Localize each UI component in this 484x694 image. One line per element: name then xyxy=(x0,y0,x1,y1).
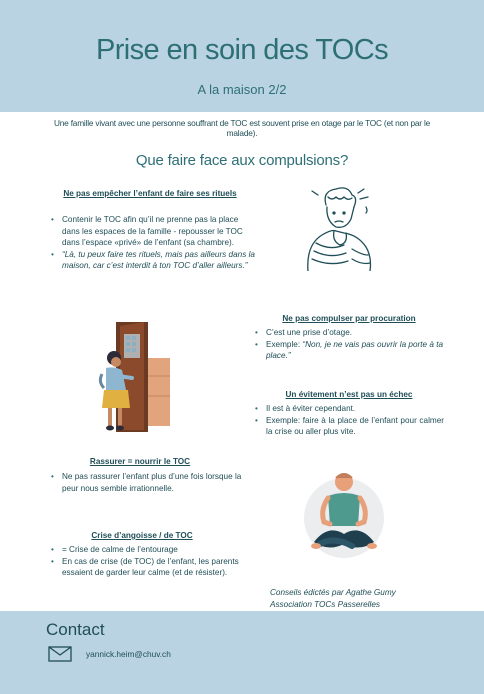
list-item: • Il est à éviter cependant. xyxy=(254,403,444,415)
credits-line: Conseils édictés par Agathe Gumy xyxy=(270,588,396,597)
list-item: • Exemple: faire à la place de l’enfant pour calmer la crise ou aller plus vite. xyxy=(254,415,444,438)
list-item: • En cas de crise (de TOC) de l’enfant, les parents essaient de garder leur calme (et de résister). xyxy=(50,556,260,579)
section-list-evitement xyxy=(254,403,444,438)
section-title-procuration: Ne pas compulser par procuration xyxy=(282,314,416,323)
section-title-rituels: Ne pas empêcher l’enfant de faire ses rituels xyxy=(63,189,237,198)
meditating-person-illustration xyxy=(298,462,390,562)
section-list-rituels xyxy=(50,214,258,272)
section-title-evitement: Un évitement n’est pas un échec xyxy=(285,390,413,399)
section-list-crise xyxy=(50,544,260,579)
credits xyxy=(270,587,440,611)
credits-line: Association TOCs Passerelles xyxy=(270,600,380,609)
section-list-procuration xyxy=(254,327,444,362)
section-title-crise: Crise d’angoisse / de TOC xyxy=(91,531,193,540)
section-question: Que faire face aux compulsions? xyxy=(135,152,349,169)
list-item: • “Là, tu peux faire tes rituels, mais pas ailleurs dans la maison, car c’est interdit à ton TOC d’aller ailleurs.” xyxy=(50,249,258,272)
worried-person-illustration xyxy=(296,185,388,271)
list-item: • Contenir le TOC afin qu’il ne prenne pas la place dans les espaces de la famille - repousser le TOC dans l’espace «privé» de l’enfant (sa chambre). xyxy=(50,214,258,249)
page-subtitle: A la maison 2/2 xyxy=(197,82,287,97)
section-title-rassurer: Rassurer = nourrir le TOC xyxy=(89,457,191,466)
intro-text: Une famille vivant avec une personne souffrant de TOC est souvent prise en otage par le TOC (et non par le malade). xyxy=(53,118,431,138)
list-item: • Exemple: “Non, je ne vais pas ouvrir la porte à ta place.” xyxy=(254,339,444,362)
email-link[interactable]: yannick.heim@chuv.ch xyxy=(86,649,171,659)
list-item: • C’est une prise d’otage. xyxy=(254,327,444,339)
page-title: Prise en soin des TOCs xyxy=(96,34,388,66)
list-item: • Ne pas rassurer l’enfant plus d’une fois lorsque la peur nous semble irrationnelle. xyxy=(50,471,254,494)
section-list-rassurer xyxy=(50,471,254,494)
list-item: • = Crise de calme de l’entourage xyxy=(50,544,260,556)
contact-heading: Contact xyxy=(46,620,105,639)
envelope-icon xyxy=(48,646,72,662)
child-door-illustration xyxy=(98,318,174,436)
